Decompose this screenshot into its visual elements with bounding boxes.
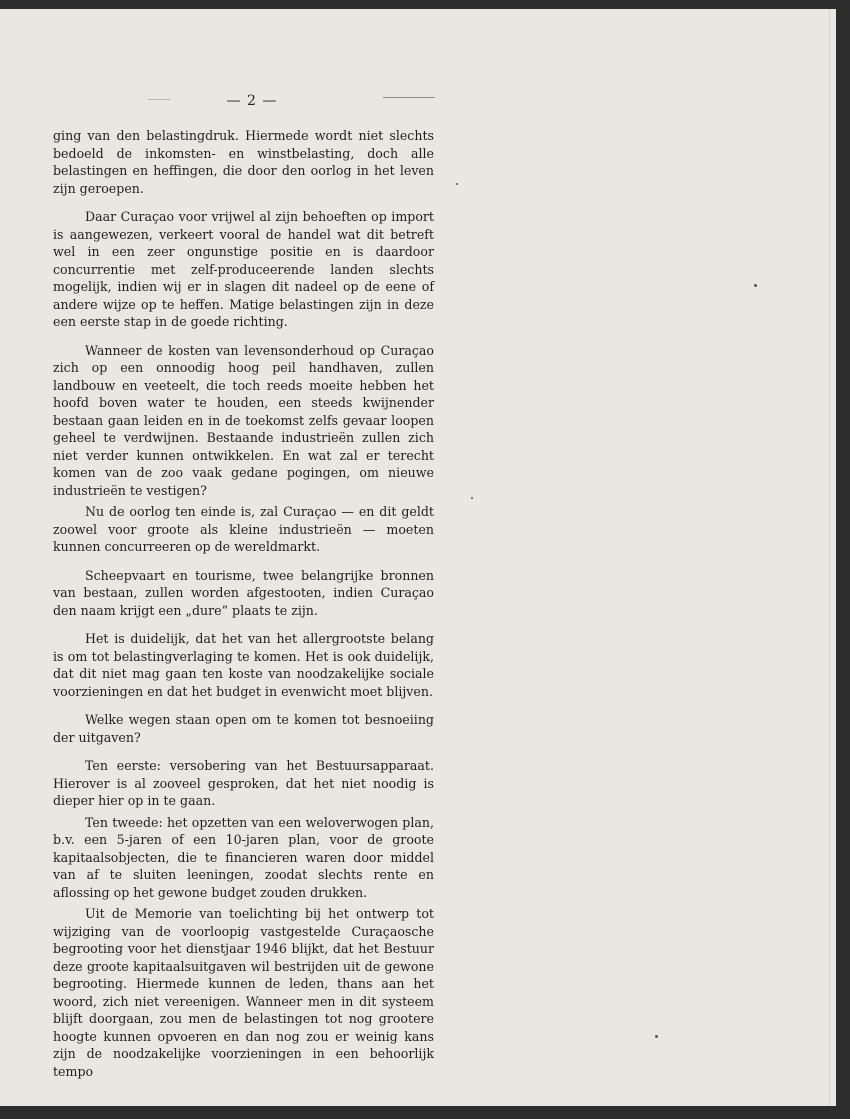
scan-border-bottom <box>0 1106 850 1119</box>
scan-border-right <box>836 0 850 1119</box>
paragraph: Het is duidelijk, dat het van het allergrootste belang is om tot belastingverlaging te komen. Het is ook duidelijk, dat dit niet mag gaan ten koste van noodzakelijke sociale voorzieningen en dat het budget in evenwicht moet blijven. <box>53 631 434 699</box>
paragraph: Ten eerste: versobering van het Bestuursapparaat. Hierover is al zooveel gesproken, dat het niet noodig is dieper hier op in te gaan. <box>53 758 434 808</box>
paper-speck <box>655 1035 658 1038</box>
paragraph: Ten tweede: het opzetten van een weloverwogen plan, b.v. een 5-jaren of een 10-jaren plan, voor de groote kapitaalsobjecten, die te financieren waren door middel van af te sluiten leeningen, zoodat slechts rente en aflossing op het gewone budget zouden drukken. <box>53 814 434 900</box>
paragraph: Scheepvaart en tourisme, twee belangrijke bronnen van bestaan, zullen worden afgestooten, indien Curaçao den naam krijgt een „dure” plaats te zijn. <box>53 567 434 618</box>
paragraph: Uit de Memorie van toelichting bij het ontwerp tot wijziging van de voorloopig vastgestelde Curaçaosche begrooting voor het dienstjaar 1946 blijkt, dat het Bestuur deze groote kapitaalsuitgaven wil bestrijden uit de gewone begrooting. Hiermede kunnen de leden, thans aan het woord, zich niet vereenigen. Wanneer men in dit systeem blijft doorgaan, zou men de belastingen tot nog grootere hoogte kunnen opvoeren en dan nog zou er weinig kans zijn de noodzakelijke voorzieningen in een behoorlijk tempo <box>53 906 434 1079</box>
header-rule-right <box>383 97 435 98</box>
body-text <box>53 127 434 1080</box>
page-number: — 2 — <box>226 93 278 109</box>
page-fold-line <box>829 9 830 1106</box>
paragraph: Welke wegen staan open om te komen tot besnoeiing der uitgaven? <box>53 712 434 745</box>
paper-speck <box>754 284 757 287</box>
paragraph: ging van den belastingdruk. Hiermede wordt niet slechts bedoeld de inkomsten- en winstbelasting, doch alle belastingen en heffingen, die door den oorlog in het leven zijn geroepen. <box>53 128 434 196</box>
header-rule-left <box>148 99 170 100</box>
paragraph: Nu de oorlog ten einde is, zal Curaçao — en dit geldt zoowel voor groote als kleine industrieën — moeten kunnen concurreeren op de wereldmarkt. <box>53 504 434 554</box>
paper-speck <box>456 183 458 185</box>
paragraph: Wanneer de kosten van levensonderhoud op Curaçao zich op een onnoodig hoog peil handhaven, zullen landbouw en veeteelt, die toch reeds moeite hebben het hoofd boven water te houden, een steeds kwijnender bestaan gaan leiden en in de toekomst zelfs gevaar loopen geheel te verdwijnen. Bestaande industrieën zullen zich niet verder kunnen ontwikkelen. En wat zal er terecht komen van de zoo vaak gedane pogingen, om nieuwe industrieën te vestigen? <box>53 342 434 498</box>
paper-speck <box>471 497 473 499</box>
scan-border-top <box>0 0 850 9</box>
paragraph: Daar Curaçao voor vrijwel al zijn behoeften op import is aangewezen, verkeert vooral de handel wat dit betreft wel in een zeer ongunstige positie en is daardoor concurrentie met zelf-produceerende landen slechts mogelijk, indien wij er in slagen dit nadeel op de eene of andere wijze op te heffen. Matige belastingen zijn in deze een eerste stap in de goede richting. <box>53 209 434 329</box>
